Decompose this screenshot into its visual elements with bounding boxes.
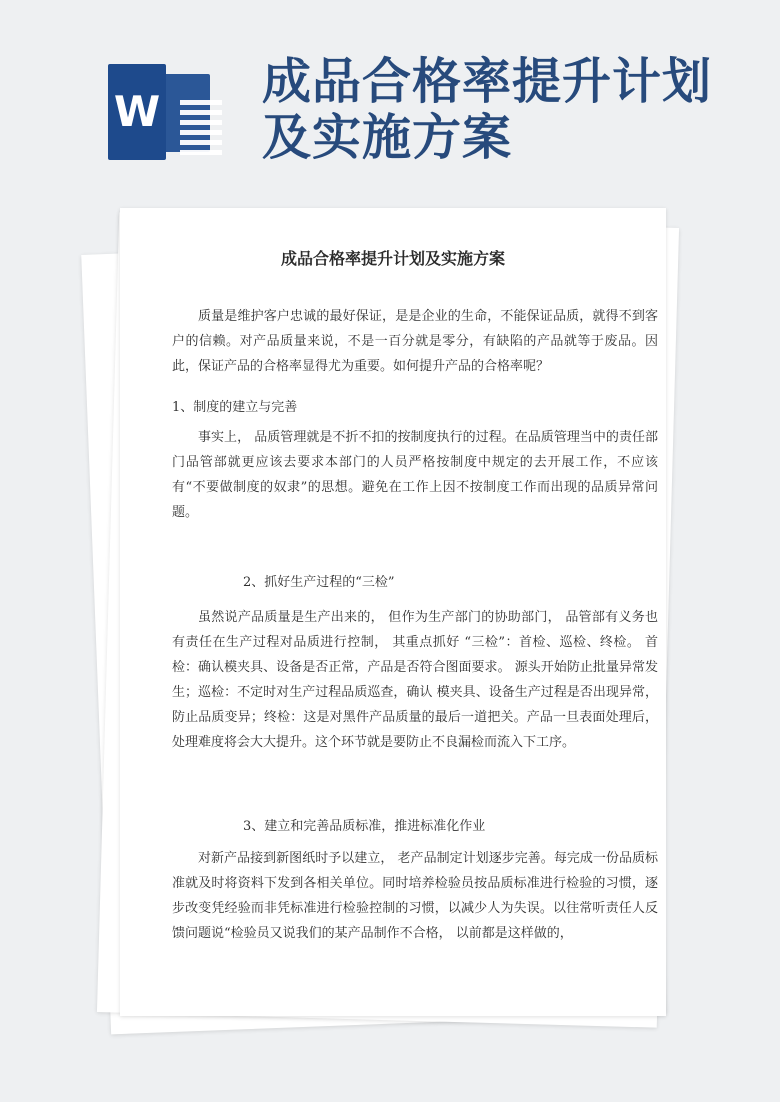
section-body-1: 事实上， 品质管理就是不折不扣的按制度执行的过程。在品质管理当中的责任部门品管部就更应该去要求本部门的人员严格按制度中规定的去开展工作，不应该有“不要做制度的奴隶”的思想。避免在工作上因不按制度工作而出现的品质异常问题。	[172, 430, 658, 520]
word-icon-letter: W	[108, 64, 166, 160]
section-heading-3: 3、建立和完善品质标准，推进标准化作业	[243, 819, 486, 834]
banner	[0, 0, 780, 195]
document-body	[120, 208, 666, 1016]
word-document-icon	[108, 58, 212, 162]
section-heading-2: 2、抓好生产过程的“三检”	[243, 575, 395, 590]
section-body-3: 对新产品接到新图纸时予以建立， 老产品制定计划逐步完善。每完成一份品质标准就及时将资料下发到各相关单位。同时培养检验员按品质标准进行检验的习惯，逐步改变凭经验而非凭标准进行检验控制的习惯，以减少人为失误。以往常听责任人反馈问题说“检验员又说我们的某产品制作不合格， 以前都是这样做的，	[172, 851, 658, 941]
banner-title: 成品合格率提升计划及实施方案	[262, 53, 713, 166]
document-title: 成品合格率提升计划及实施方案	[280, 249, 505, 268]
intro-paragraph: 质量是维护客户忠诚的最好保证，是是企业的生命，不能保证品质，就得不到客户的信赖。对产品质量来说，不是一百分就是零分，有缺陷的产品就等于废品。因此，保证产品的合格率显得尤为重要。如何提升产品的合格率呢？	[172, 309, 658, 374]
word-icon-lines	[180, 100, 222, 160]
section-heading-1: 1、制度的建立与完善	[172, 400, 298, 415]
section-body-2: 虽然说产品质量是生产出来的， 但作为生产部门的协助部门， 品管部有义务也有责任在生产过程对品质进行控制， 其重点抓好 “三检”：首检、巡检、终检。 首检：确认模夹具、设备是否正常，产品是否符合图面要求。 源头开始防止批量异常发生；巡检：不定时对生产过程品质巡查，确认 模夹具、设备生产过程是否出现异常， 防止品质变异；终检：这是对黑件产品质量的最后一道把关。产品一旦表面处理后，处理难度将会大大提升。这个环节就是要防止不良漏检而流入下工序。	[172, 610, 658, 750]
document-page	[120, 208, 666, 1016]
